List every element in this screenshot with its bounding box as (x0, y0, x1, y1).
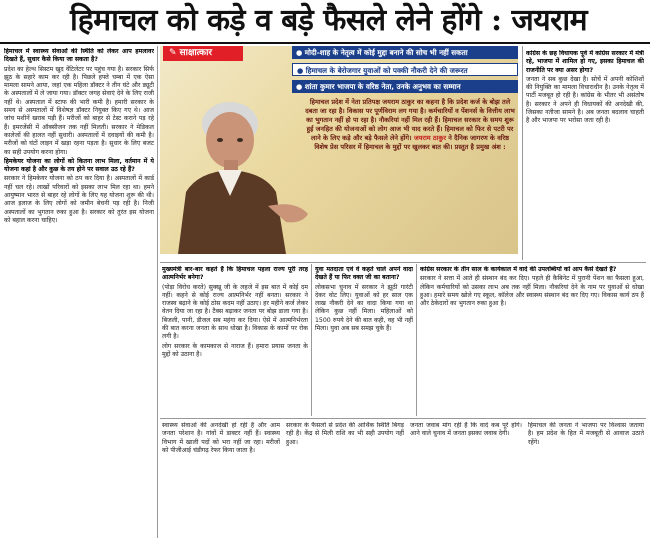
answer: लोकसभा चुनाव में सरकार ने झूठी गारंटी देकर वोट लिए। युवाओं को हर साल एक लाख नौकरी देने का वादा किया गया था लेकिन कुछ नहीं मिला। महिलाओं को 1500 रुपये देने की बात कही, वह भी नहीं मिला। युवा अब सब समझ चुके हैं। (315, 283, 413, 333)
answer: (पोड़ा विरोध करते) सुक्खू जी के लहजे में इस बात में कोई दम नहीं। कहने से कोई राज्य आत्मनिर्भर नहीं बनता। सरकार ने राजस्व बढ़ाने के कोई ठोस कदम नहीं उठाए। हर महीने कर्ज लेकर वेतन दिया जा रहा है। टैक्स बढ़ाकर जनता पर बोझ डाला गया है। बिजली, पानी, डीजल सब महंगा कर दिया। ऐसे में आत्मनिर्भरता की बात करना जनता के साथ धोखा है। विकास के कामों पर रोक लगी है। (162, 283, 308, 341)
bottom-column-1 (162, 422, 280, 538)
left-column (4, 48, 154, 538)
answer: सरकार के फैसलों से प्रदेश की आर्थिक स्थिति बिगड़ रही है। केंद्र से मिली राशि का भी सही उपयोग नहीं हुआ। (286, 422, 404, 446)
answer: सरकार ने सत्ता में आते ही संस्थान बंद कर दिए। पहले ही कैबिनेट में पुरानी पेंशन का फैसला हुआ, लेकिन कर्मचारियों को उसका लाभ अब तक नहीं मिला। नौकरियां देने के नाम पर युवाओं से धोखा हुआ। हमारे समय खोले गए स्कूल, कॉलेज और स्वास्थ्य संस्थान बंद कर दिए गए। विकास कार्य ठप हैं और ठेकेदारों का भुगतान रुका हुआ है। (420, 275, 644, 308)
answer: जनता जवाब मांग रही है कि वादे कब पूरे होंगे। आने वाले चुनाव में जनता इसका जवाब देगी। (410, 422, 522, 438)
question: युवा मतदाता एवं वे कहते चाले अपने वादा देखते हैं या फिर वक्त जी का बताना? (315, 266, 413, 282)
question: हिमकेयर योजना का लोगों को कितना लाभ मिला, वर्तमान में ये योजना कहां है और कुछ के तय होने पर सवाल उठ रहे हैं? (4, 157, 154, 174)
section-divider (160, 418, 646, 419)
section-divider (160, 262, 646, 263)
pencil-icon: ✎ (169, 48, 177, 58)
interview-tag: ✎ साक्षात्कार (163, 46, 243, 61)
column-divider (311, 264, 312, 416)
middle-column-1 (162, 266, 308, 416)
bottom-column-2 (286, 422, 404, 538)
middle-column-2 (315, 266, 413, 416)
question: कांग्रेस के छह विधायक पूर्व में कांग्रेस सरकार में मंत्री रहे, भाजपा में शामिल हो गए, इसका हिमाचल की राजनीति पर क्या असर होगा? (526, 50, 644, 74)
headline-rule (0, 42, 650, 44)
highlight-1: ● मोदी-शाह के नेतृत्व में कोई मुद्दा बनाने की सोच भी नहीं सकता (292, 46, 518, 59)
highlight-2: ● हिमाचल के बेरोजगार युवाओं को पक्की नौकरी देने की जरूरत (292, 63, 518, 76)
answer: लोग सरकार के कामकाज से नाराज हैं। हमारा प्रयास जनता के मुद्दों को उठाना है। (162, 342, 308, 358)
right-sidebar (526, 50, 644, 258)
column-divider (157, 46, 158, 538)
hero-intro-text: हिमाचल प्रदेश में नेता प्रतिपक्ष जयराम ठाकुर का कहना है कि प्रदेश कर्ज के बोझ तले दबता जा रहा है। विकास पर पूर्णविराम लग गया है। कर्मचारियों व पेंशनर्स के वित्तीय लाभ का भुगतान नहीं हो पा रहा है। नौकरियां नहीं मिल रही हैं। हिमाचल सरकार के समय शुरू हुई जनहित की योजनाओं को लोग आज भी याद करते हैं। हिमाचल को फिर से पटरी पर लाने के लिए कड़े और बड़े फैसले लेने होंगे। जयराम ठाकुर ने दैनिक जागरण के वरिष्ठ विशेष प्रेस परिसर में हिमाचल के मुद्दों पर खुलकर बात की। प्रस्तुत है प्रमुख अंश : (305, 98, 515, 151)
column-divider (416, 264, 417, 416)
portrait-photo (168, 96, 318, 254)
sidebar-divider (522, 46, 523, 260)
bottom-column-4 (528, 422, 644, 538)
question: मुख्यमंत्री बार-बार कहते हैं कि हिमाचल पहला राज्य पूरी तरह आत्मनिर्भर बनेगा? (162, 266, 308, 282)
highlight-3: ● शांता कुमार भाजपा के वरिष्ठ नेता, उनके अनुभव का सम्मान (292, 80, 518, 93)
question: हिमाचल में स्वास्थ्य सेवाओं की स्थिति को लेकर आप हमलावर दिखते हैं, सुधार कैसे किया जा सकता है? (4, 48, 154, 64)
question: कांग्रेस सरकार के तीन साल के कार्यकाल में वादे की उपलब्धियों को आप कैसे देखते हैं? (420, 266, 617, 273)
answer: प्रदेश का हेल्थ सिस्टम खुद वेंटिलेटर पर पहुंच गया है। सरकार सिर्फ झूठ के सहारे काम कर रही है। पिछले हफ्ते चम्बा में एक ऐसा मामला सामने आया, जहां एक महिला डॉक्टर ने तीन घंटे और ड्यूटी के अस्पतालों में ले जाया गया। डॉक्टर जगह सेवाएं देने के लिए राजी नहीं थे। अस्पताल में स्टाफ की भारी कमी है। हमारी सरकार के समय से अस्पतालों में विशेषज्ञ डॉक्टर नियुक्त किए गए थे। आज जांच मशीनें खराब पड़ी हैं। मरीजों को बाहर से टेस्ट कराने पड़ रहे हैं। इमरजेंसी में ऑक्सीजन तक नहीं मिलती। सरकार ने मेडिकल कालेजों की हालत नहीं सुधारी। अस्पतालों में दवाइयों की कमी है। मरीजों को घंटों लाइन में खड़ा रहना पड़ता है। सुधार के लिए बजट का सही उपयोग करना होगा। (4, 65, 154, 156)
answer: सरकार ने हिमकेयर योजना को ठप कर दिया है। अस्पतालों में कार्ड नहीं चल रहे। लाखों परिवारों को इसका लाभ मिल रहा था। हमने आयुष्मान भारत से बाहर रहे लोगों के लिए यह योजना शुरू की थी। आज इलाज के लिए लोगों को जमीन बेचनी पड़ रही है। निजी अस्पतालों का भुगतान रुका हुआ है। सरकार को तुरंत इस योजना को बहाल करना चाहिए। (4, 175, 154, 224)
bottom-column-3 (410, 422, 522, 538)
headline: हिमाचल को कड़े व बड़े फैसले लेने होंगे : जयराम (70, 3, 588, 38)
answer: जनता ने सब कुछ देखा है। सोचें में अपनी कोशिशों की नियुक्ति का मामला विचाराधीन है। उनके नेतृत्व में पार्टी मजबूत हो रही है। कांग्रेस के भीतर भी असंतोष है। सरकार ने अपने ही विधायकों की अनदेखी की, जिसका नतीजा सामने है। अब जनता बदलाव चाहती है और भाजपा पर भरोसा जता रही है। (526, 75, 644, 125)
middle-column-3 (420, 266, 644, 416)
answer: हिमाचल की जनता ने भाजपा पर विश्वास जताया है। हम प्रदेश के हित में मजबूती से आवाज उठाते रहेंगे। (528, 422, 644, 446)
answer: स्वास्थ्य सेवाओं की अनदेखी हो रही है और आम जनता परेशान है। गांवों में डाक्टर नहीं हैं। स्वास्थ्य विभाग में खाली पदों को भरा नहीं जा रहा। मरीजों को पीजीआई चंडीगढ़ रेफर किया जाता है। (162, 422, 280, 454)
